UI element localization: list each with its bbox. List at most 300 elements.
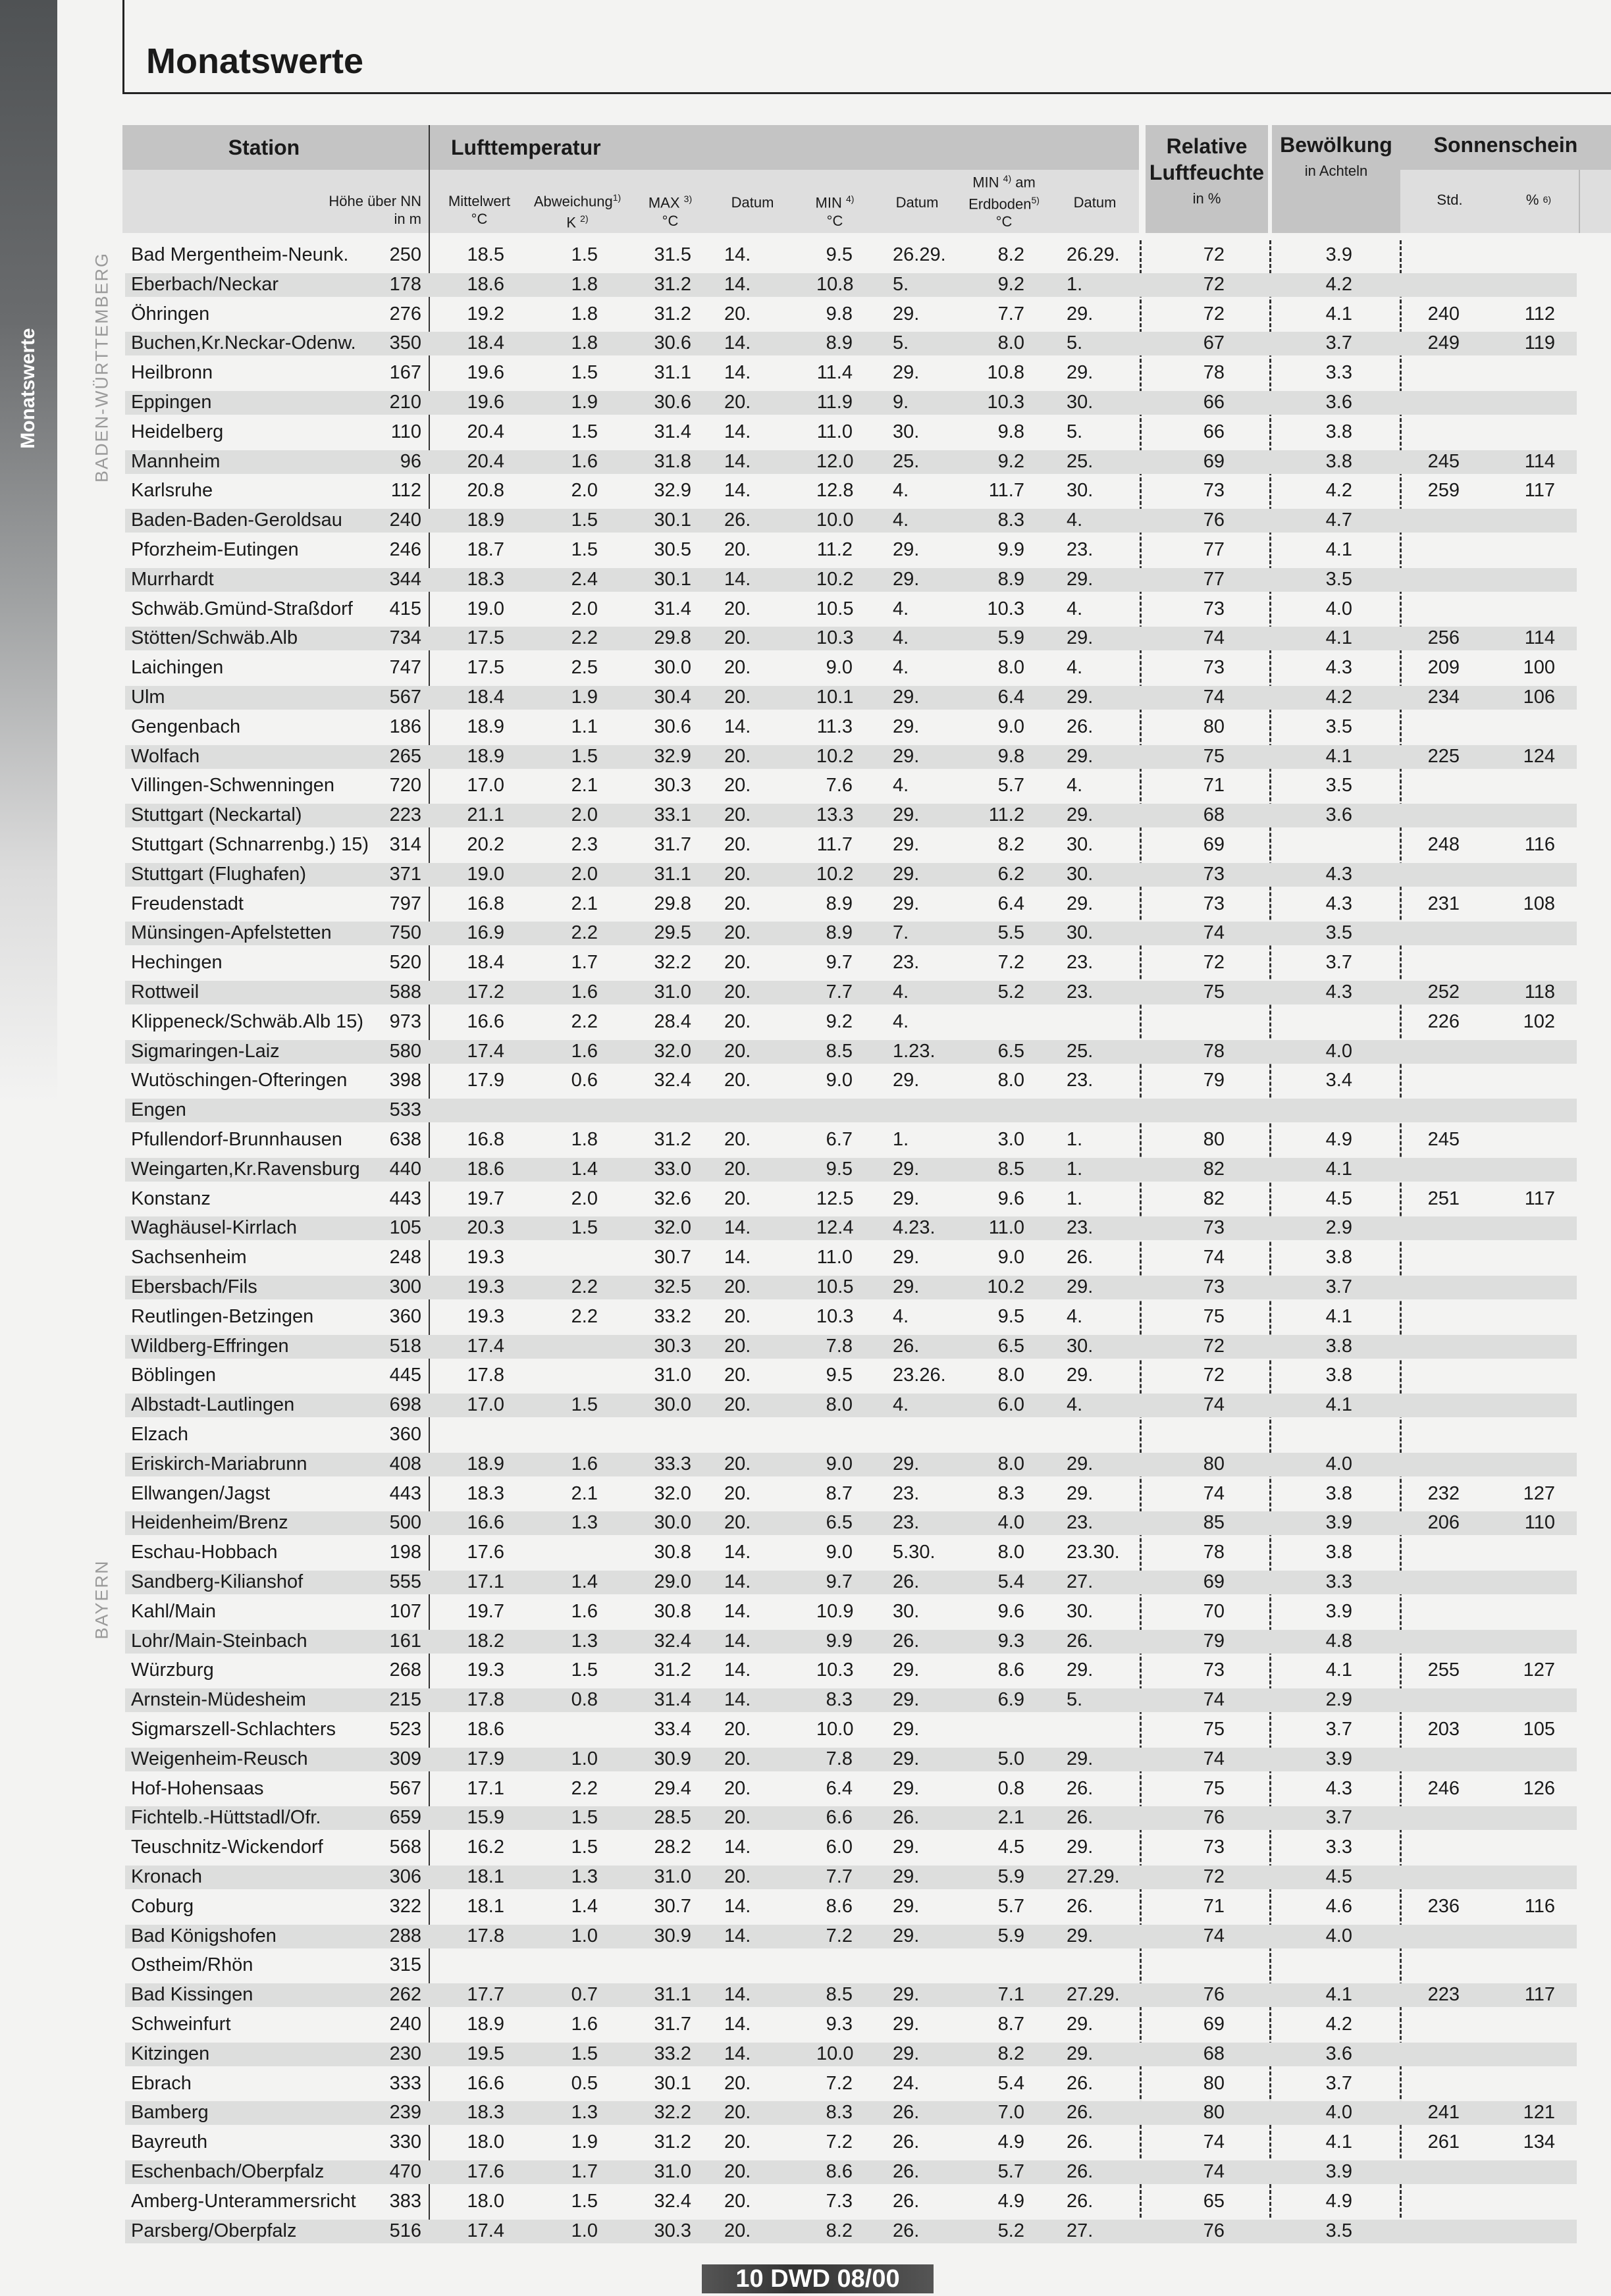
cell-max: 32.4	[654, 2190, 691, 2212]
cell-datum-erdboden: 26.	[1067, 2072, 1094, 2094]
cell-bewoelkung: 3.7	[1325, 1719, 1352, 1740]
cell-mittelwert: 16.2	[467, 1837, 504, 1858]
cell-mittelwert: 18.3	[467, 568, 504, 590]
cell-min: 10.0	[816, 1719, 854, 1740]
cell-mittelwert: 16.9	[467, 922, 504, 944]
cell-station-name: Bad Königshofen	[131, 1925, 277, 1946]
cell-rel-feuchte: 73	[1203, 598, 1225, 619]
cell-abweichung: 1.6	[571, 450, 598, 472]
cell-station-name: Freudenstadt	[131, 893, 244, 914]
cell-datum-erdboden: 29.	[1067, 1748, 1094, 1769]
cell-max: 30.0	[654, 1394, 691, 1416]
cell-abweichung: 1.3	[571, 1866, 598, 1887]
cell-max: 30.7	[654, 1895, 691, 1917]
cell-datum-min: 29.	[893, 1453, 920, 1474]
cell-abweichung	[550, 1095, 598, 1125]
table-row	[0, 1095, 1611, 1125]
table-row	[0, 1420, 1611, 1449]
cell-sonne-std: 226	[1427, 1010, 1460, 1032]
cell-bewoelkung: 3.8	[1325, 1482, 1352, 1504]
cell-rel-feuchte: 74	[1203, 1748, 1225, 1769]
cell-max: 32.0	[654, 1040, 691, 1062]
cell-sonne-pct	[1519, 712, 1555, 742]
cell-datum-erdboden: 27.	[1067, 1571, 1094, 1592]
cell-datum-erdboden: 26.	[1067, 2131, 1094, 2153]
cell-rel-feuchte: 68	[1203, 804, 1225, 826]
cell-bewoelkung: 3.7	[1325, 332, 1352, 354]
cell-bewoelkung: 4.3	[1325, 981, 1352, 1003]
cell-min: 7.7	[826, 1866, 853, 1887]
cell-abweichung: 1.4	[571, 1158, 598, 1180]
cell-min: 9.5	[826, 1158, 853, 1180]
cell-datum-min: 29.	[893, 2014, 920, 2035]
cell-sonne-pct: 105	[1523, 1719, 1555, 1740]
cell-abweichung: 1.7	[571, 952, 598, 974]
cell-sonne-pct: 102	[1523, 1010, 1555, 1032]
cell-min-erdboden: 8.3	[997, 1482, 1024, 1504]
cell-abweichung	[550, 1538, 598, 1567]
cell-datum-erdboden: 5.	[1067, 332, 1083, 354]
cell-rel-feuchte: 74	[1203, 2161, 1225, 2182]
cell-hoehe: 239	[389, 2102, 421, 2124]
header-abweichung-label: Abweichung	[533, 193, 613, 209]
cell-bewoelkung	[1321, 1007, 1352, 1037]
cell-sonne-pct: 116	[1524, 1895, 1555, 1917]
cell-datum-erdboden	[1067, 1095, 1146, 1125]
table-row	[0, 2187, 1611, 2216]
cell-sonne-pct	[1519, 565, 1555, 594]
cell-min-erdboden: 4.5	[997, 1837, 1024, 1858]
cell-station-name: Münsingen-Apfelstetten	[131, 922, 332, 944]
cell-hoehe: 443	[389, 1187, 421, 1209]
cell-datum-erdboden: 30.	[1067, 480, 1094, 502]
cell-sonne-pct	[1519, 2069, 1555, 2099]
cell-datum-max: 14.	[724, 273, 751, 295]
cell-abweichung: 1.5	[571, 1394, 598, 1416]
cell-hoehe: 178	[389, 273, 421, 295]
cell-mittelwert: 20.4	[467, 450, 504, 472]
cell-station-name: Baden-Baden-Geroldsau	[131, 509, 342, 531]
cell-abweichung: 1.5	[571, 2190, 598, 2212]
cell-min: 10.5	[816, 598, 854, 619]
cell-hoehe: 240	[389, 509, 421, 531]
cell-abweichung: 1.3	[571, 2102, 598, 2124]
cell-hoehe: 440	[389, 1158, 421, 1180]
cell-hoehe: 276	[389, 303, 421, 325]
cell-datum-max: 20.	[724, 1276, 751, 1297]
cell-mittelwert: 20.4	[467, 421, 504, 442]
cell-datum-max: 20.	[724, 1866, 751, 1887]
cell-datum-max: 20.	[724, 627, 751, 649]
cell-sonne-std	[1424, 358, 1460, 388]
cell-min-erdboden: 4.9	[997, 2131, 1024, 2153]
cell-max: 30.7	[654, 1247, 691, 1268]
cell-sonne-std: 225	[1427, 745, 1460, 767]
cell-station-name: Öhringen	[131, 303, 210, 325]
cell-min-erdboden: 9.9	[997, 539, 1024, 560]
table-row	[0, 1656, 1611, 1685]
cell-sonne-std	[1424, 2216, 1460, 2246]
table-row	[0, 653, 1611, 683]
cell-mittelwert: 17.9	[467, 1748, 504, 1769]
cell-bewoelkung: 3.3	[1325, 1837, 1352, 1858]
cell-datum-min: 26.	[893, 2190, 920, 2212]
cell-max: 31.5	[654, 244, 691, 265]
region-label-bw: BADEN-WÜRTTEMBERG	[92, 251, 112, 483]
cell-datum-min: 29.	[893, 893, 920, 914]
cell-abweichung: 1.7	[571, 2161, 598, 2182]
table-row	[0, 388, 1611, 417]
cell-mittelwert: 17.4	[467, 2220, 504, 2241]
cell-bewoelkung: 4.3	[1325, 863, 1352, 885]
cell-min: 10.1	[816, 687, 854, 708]
cell-hoehe: 112	[390, 480, 421, 502]
cell-rel-feuchte: 73	[1203, 480, 1225, 502]
cell-datum-min	[893, 1420, 972, 1449]
cell-mittelwert	[454, 1420, 504, 1449]
cell-rel-feuchte: 73	[1203, 1659, 1225, 1681]
cell-datum-min: 5.	[893, 273, 909, 295]
cell-bewoelkung: 4.5	[1325, 1187, 1352, 1209]
cell-datum-min: 29.	[893, 1158, 920, 1180]
cell-min: 7.2	[826, 2131, 853, 2153]
cell-datum-max: 14.	[724, 1659, 751, 1681]
cell-rel-feuchte: 74	[1203, 1689, 1225, 1711]
table-row	[0, 2039, 1611, 2069]
table-row	[0, 1243, 1611, 1272]
cell-min: 10.3	[816, 1305, 854, 1327]
cell-sonne-std	[1424, 2157, 1460, 2187]
cell-sonne-std	[1424, 535, 1460, 565]
cell-datum-max: 20.	[724, 804, 751, 826]
cell-max: 31.8	[654, 450, 691, 472]
cell-datum-min: 29.	[893, 2043, 920, 2064]
cell-min-erdboden: 5.9	[997, 1866, 1024, 1887]
table-row	[0, 978, 1611, 1007]
cell-datum-erdboden: 4.	[1067, 598, 1083, 619]
cell-sonne-std: 249	[1427, 332, 1460, 354]
cell-sonne-pct	[1519, 594, 1555, 624]
cell-station-name: Elzach	[131, 1424, 189, 1445]
cell-rel-feuchte: 74	[1203, 1394, 1225, 1416]
cell-sonne-std	[1424, 565, 1460, 594]
cell-station-name: Engen	[131, 1099, 186, 1121]
cell-station-name: Laichingen	[131, 657, 224, 679]
cell-datum-erdboden: 23.	[1067, 1512, 1094, 1534]
cell-hoehe: 105	[389, 1217, 421, 1239]
cell-mittelwert: 19.7	[467, 1187, 504, 1209]
cell-sonne-std	[1424, 1390, 1460, 1420]
cell-min-erdboden: 2.1	[997, 1807, 1024, 1829]
cell-datum-max: 20.	[724, 687, 751, 708]
cell-sonne-std	[1424, 918, 1460, 948]
cell-sonne-std	[1424, 1302, 1460, 1332]
cell-datum-max: 20.	[724, 1807, 751, 1829]
table-row	[0, 535, 1611, 565]
cell-mittelwert: 17.8	[467, 1689, 504, 1711]
cell-datum-min: 29.	[893, 362, 920, 384]
cell-datum-min: 24.	[893, 2072, 920, 2094]
cell-abweichung: 0.6	[571, 1070, 598, 1091]
cell-min-erdboden: 6.5	[997, 1040, 1024, 1062]
cell-rel-feuchte: 65	[1203, 2190, 1225, 2212]
cell-max: 30.8	[654, 1600, 691, 1622]
cell-min: 7.7	[826, 981, 853, 1003]
cell-bewoelkung: 3.9	[1325, 2161, 1352, 2182]
cell-bewoelkung: 3.3	[1325, 1571, 1352, 1592]
cell-max: 28.4	[654, 1010, 691, 1032]
cell-bewoelkung	[1321, 1095, 1352, 1125]
cell-min: 9.9	[826, 1630, 853, 1652]
cell-bewoelkung: 2.9	[1325, 1217, 1352, 1239]
cell-datum-max: 20.	[724, 392, 751, 413]
cell-sonne-pct	[1519, 1803, 1555, 1833]
header-relative-unit: in %	[1192, 190, 1221, 207]
cell-mittelwert: 19.7	[467, 1600, 504, 1622]
cell-station-name: Bad Kissingen	[131, 1984, 253, 2006]
cell-datum-erdboden: 29.	[1067, 1482, 1094, 1504]
cell-sonne-std	[1424, 1243, 1460, 1272]
cell-hoehe: 973	[389, 1010, 421, 1032]
region-label-by: BAYERN	[92, 1559, 112, 1640]
cell-sonne-pct	[1519, 1627, 1555, 1656]
cell-sonne-pct	[1519, 1125, 1555, 1155]
cell-sonne-pct	[1519, 1597, 1555, 1627]
cell-sonne-std	[1424, 506, 1460, 535]
cell-max: 33.4	[654, 1719, 691, 1740]
cell-sonne-std	[1424, 1685, 1460, 1715]
cell-sonne-std: 261	[1427, 2131, 1460, 2153]
cell-rel-feuchte: 72	[1203, 1866, 1225, 1887]
cell-abweichung: 0.7	[571, 1984, 598, 2006]
cell-sonne-std: 248	[1427, 834, 1460, 855]
cell-hoehe: 360	[389, 1305, 421, 1327]
cell-hoehe: 533	[389, 1099, 421, 1121]
cell-abweichung: 0.8	[571, 1689, 598, 1711]
table-row	[0, 417, 1611, 447]
cell-min-erdboden: 5.4	[997, 2072, 1024, 2094]
cell-station-name: Sachsenheim	[131, 1247, 247, 1268]
cell-datum-max: 20.	[724, 922, 751, 944]
table-row	[0, 1833, 1611, 1862]
cell-station-name: Pfullendorf-Brunnhausen	[131, 1129, 342, 1150]
cell-min-erdboden: 10.3	[987, 598, 1024, 619]
cell-mittelwert: 16.8	[467, 893, 504, 914]
cell-sonne-std: 203	[1427, 1719, 1460, 1740]
cell-mittelwert: 19.2	[467, 303, 504, 325]
cell-sonne-pct	[1519, 1449, 1555, 1479]
table-row	[0, 800, 1611, 830]
cell-min: 9.0	[826, 1070, 853, 1091]
cell-hoehe: 306	[389, 1866, 421, 1887]
cell-abweichung: 1.5	[571, 1837, 598, 1858]
table-row	[0, 771, 1611, 800]
cell-abweichung: 1.5	[571, 1659, 598, 1681]
cell-sonne-std: 241	[1427, 2102, 1460, 2124]
cell-bewoelkung: 3.9	[1325, 1748, 1352, 1769]
header-pct	[1499, 188, 1578, 211]
cell-bewoelkung: 3.6	[1325, 804, 1352, 826]
cell-hoehe: 638	[389, 1129, 421, 1150]
header-min-erd-unit: °C	[995, 213, 1013, 230]
cell-mittelwert: 19.3	[467, 1247, 504, 1268]
cell-hoehe: 398	[389, 1070, 421, 1091]
cell-datum-erdboden: 23.	[1067, 952, 1094, 974]
cell-station-name: Eberbach/Neckar	[131, 273, 279, 295]
table-row	[0, 2069, 1611, 2099]
cell-datum-max: 14.	[724, 1571, 751, 1592]
cell-datum-erdboden: 26.	[1067, 1777, 1094, 1799]
cell-datum-max: 14.	[724, 568, 751, 590]
table-row	[0, 328, 1611, 358]
cell-mittelwert: 20.8	[467, 480, 504, 502]
cell-mittelwert: 17.4	[467, 1335, 504, 1357]
cell-min-erdboden: 8.6	[997, 1659, 1024, 1681]
cell-sonne-pct: 124	[1523, 745, 1555, 767]
cell-bewoelkung: 3.5	[1325, 568, 1352, 590]
cell-abweichung: 1.5	[571, 1217, 598, 1239]
cell-mittelwert: 17.5	[467, 657, 504, 679]
cell-sonne-std	[1424, 1744, 1460, 1774]
cell-max: 30.0	[654, 1512, 691, 1534]
cell-mittelwert: 19.5	[467, 2043, 504, 2064]
cell-datum-min: 4.	[893, 1010, 909, 1032]
cell-max: 30.3	[654, 775, 691, 796]
cell-hoehe: 350	[389, 332, 421, 354]
cell-bewoelkung	[1321, 1420, 1352, 1449]
header-min-label: MIN	[815, 194, 842, 211]
cell-min-erdboden	[982, 1950, 1024, 1980]
cell-mittelwert: 18.9	[467, 2014, 504, 2035]
cell-rel-feuchte: 73	[1203, 657, 1225, 679]
cell-min-erdboden: 9.2	[997, 450, 1024, 472]
cell-sonne-pct: 134	[1523, 2131, 1555, 2153]
cell-abweichung: 1.4	[571, 1571, 598, 1592]
cell-min: 7.2	[826, 2072, 853, 2094]
cell-hoehe: 516	[389, 2220, 421, 2241]
cell-station-name: Stuttgart (Flughafen)	[131, 863, 306, 885]
cell-datum-erdboden: 5.	[1067, 421, 1083, 442]
cell-min: 9.7	[826, 1571, 853, 1592]
cell-rel-feuchte: 80	[1203, 716, 1225, 737]
cell-min: 11.2	[816, 539, 853, 560]
cell-min: 11.7	[816, 834, 853, 855]
cell-max: 31.7	[654, 834, 691, 855]
cell-sonne-std	[1424, 240, 1460, 270]
table-row	[0, 447, 1611, 477]
header-datum-3: Datum	[1073, 194, 1117, 211]
cell-min-erdboden: 8.7	[997, 2014, 1024, 2035]
cell-abweichung: 2.2	[571, 1276, 598, 1297]
cell-datum-max	[724, 1950, 790, 1980]
cell-max: 30.5	[654, 539, 691, 560]
cell-mittelwert: 19.0	[467, 863, 504, 885]
table-row	[0, 1508, 1611, 1538]
cell-min-erdboden: 5.5	[997, 922, 1024, 944]
cell-sonne-pct: 119	[1524, 332, 1555, 354]
cell-datum-min: 30.	[893, 1600, 920, 1622]
cell-abweichung: 2.2	[571, 1305, 598, 1327]
rule-sonnenschein-sub	[1579, 170, 1580, 233]
cell-mittelwert: 18.9	[467, 509, 504, 531]
cell-bewoelkung: 3.8	[1325, 1365, 1352, 1386]
cell-hoehe: 698	[389, 1394, 421, 1416]
cell-bewoelkung	[1321, 1950, 1352, 1980]
cell-datum-min: 4.	[893, 627, 909, 649]
cell-station-name: Klippeneck/Schwäb.Alb 15)	[131, 1010, 364, 1032]
cell-mittelwert: 17.6	[467, 2161, 504, 2182]
cell-datum-min: 26.	[893, 1335, 920, 1357]
cell-datum-min: 29.	[893, 1895, 920, 1917]
cell-hoehe: 288	[389, 1925, 421, 1946]
cell-mittelwert	[454, 1950, 504, 1980]
cell-datum-min: 29.	[893, 745, 920, 767]
cell-datum-min: 29.	[893, 834, 920, 855]
cell-min-erdboden	[982, 1715, 1024, 1744]
table-row	[0, 918, 1611, 948]
table-row	[0, 1066, 1611, 1095]
cell-abweichung: 1.9	[571, 392, 598, 413]
cell-rel-feuchte: 75	[1203, 745, 1225, 767]
cell-max: 31.2	[654, 2131, 691, 2153]
cell-min	[816, 1420, 853, 1449]
cell-min: 8.3	[826, 2102, 853, 2124]
header-max-label: MAX	[648, 194, 680, 211]
cell-sonne-std: 240	[1427, 303, 1460, 325]
cell-bewoelkung: 3.5	[1325, 716, 1352, 737]
cell-datum-max: 20.	[724, 1305, 751, 1327]
cell-datum-min: 29.	[893, 303, 920, 325]
cell-rel-feuchte: 72	[1203, 244, 1225, 265]
header-station: Station	[228, 135, 300, 159]
cell-sonne-pct	[1519, 1950, 1555, 1980]
header-min-erdboden	[955, 172, 1053, 228]
cell-datum-erdboden: 23.	[1067, 1070, 1094, 1091]
cell-rel-feuchte: 76	[1203, 2220, 1225, 2241]
cell-station-name: Wildberg-Effringen	[131, 1335, 289, 1357]
footnote-4: 4)	[846, 194, 855, 205]
cell-station-name: Lohr/Main-Steinbach	[131, 1630, 307, 1652]
header-min-erd-am: am	[1015, 174, 1036, 191]
cell-hoehe: 659	[389, 1807, 421, 1829]
header-min	[795, 192, 874, 228]
cell-sonne-pct: 106	[1523, 687, 1555, 708]
cell-datum-erdboden: 26.	[1067, 1247, 1094, 1268]
cell-station-name: Weingarten,Kr.Ravensburg	[131, 1158, 360, 1180]
cell-min-erdboden	[982, 1420, 1024, 1449]
cell-mittelwert: 18.9	[467, 745, 504, 767]
cell-min-erdboden: 10.2	[987, 1276, 1024, 1297]
cell-datum-min: 4.	[893, 1394, 909, 1416]
cell-station-name: Ostheim/Rhön	[131, 1954, 253, 1976]
cell-datum-min: 29.	[893, 1247, 920, 1268]
cell-min-erdboden: 9.5	[997, 1305, 1024, 1327]
cell-bewoelkung: 3.7	[1325, 1807, 1352, 1829]
cell-sonne-std	[1424, 1155, 1460, 1184]
cell-sonne-std: 252	[1427, 981, 1460, 1003]
cell-max: 28.2	[654, 1837, 691, 1858]
cell-datum-min: 4.	[893, 657, 909, 679]
cell-rel-feuchte: 70	[1203, 1600, 1225, 1622]
cell-sonne-std	[1424, 1449, 1460, 1479]
cell-rel-feuchte: 75	[1203, 1777, 1225, 1799]
cell-rel-feuchte: 82	[1203, 1187, 1225, 1209]
cell-sonne-std: 259	[1427, 480, 1460, 502]
cell-hoehe: 314	[389, 834, 421, 855]
cell-mittelwert: 18.9	[467, 716, 504, 737]
cell-max: 33.2	[654, 2043, 691, 2064]
cell-abweichung: 1.0	[571, 1748, 598, 1769]
